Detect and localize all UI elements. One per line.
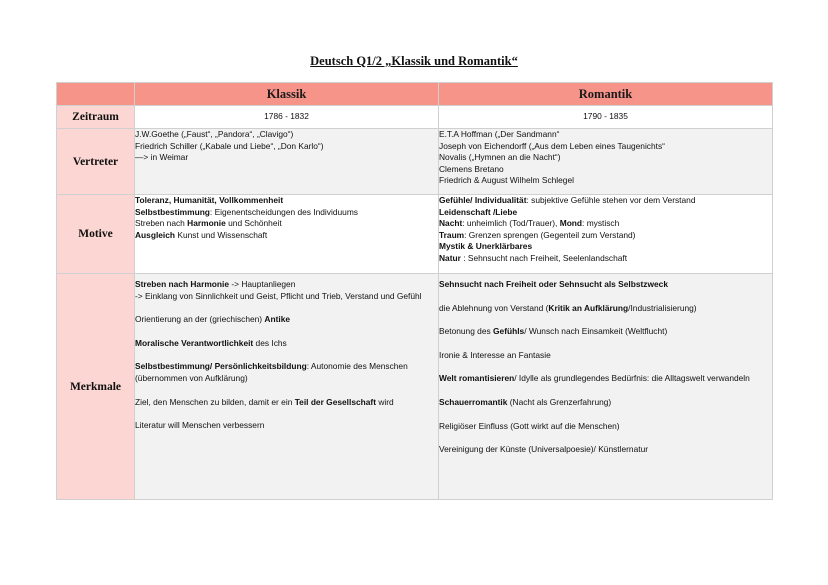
list-item: Vereinigung der Künste (Universalpoesie)/ Künstlernatur [439,444,649,455]
list-item: Orientierung an der (griechischen) Antike [135,314,291,325]
list-item: Ausgleich Kunst und Wissenschaft [135,229,268,240]
list-item: Novalis („Hymnen an die Nacht“) [439,152,561,163]
list-item: Ziel, den Menschen zu bilden, damit er ein Teil der Gesellschaft wird [135,396,394,407]
list-item: Moralische Verantwortlichkeit des Ichs [135,337,287,348]
vertreter-romantik [439,129,773,195]
row-motive [57,195,773,274]
vertreter-klassik [135,129,439,195]
motive-klassik [135,195,439,274]
list-item: Mystik & Unerklärbares [439,241,533,252]
list-item: Streben nach Harmonie und Schönheit [135,218,282,229]
list-item: Sehnsucht nach Freiheit oder Sehnsucht als Selbstzweck [439,279,668,289]
page-title: Deutsch Q1/2 „Klassik und Romantik“ [310,54,518,68]
merkmale-romantik [439,274,773,500]
row-label-merkmale: Merkmale [57,274,135,500]
list-item: E.T.A Hoffman („Der Sandmann“ [439,129,560,139]
list-item: Streben nach Harmonie -> Hauptanliegen -> Einklang von Sinnlichkeit und Geist, Pflicht und Trieb, Verstand und Gefühl [135,279,422,301]
list-item: Natur : Sehnsucht nach Freiheit, Seelenlandschaft [439,252,628,263]
list-item: Selbstbestimmung: Eigenentscheidungen des Individuums [135,206,358,217]
list-item: Clemens Bretano [439,163,504,174]
header-row [57,83,773,106]
list-item: J.W.Goethe („Faust“, „Pandora“, „Clavigo“) [135,129,294,139]
comparison-table [56,82,773,500]
row-label-zeitraum: Zeitraum [57,106,135,129]
list-item: —> in Weimar [135,152,189,163]
zeitraum-romantik: 1790 - 1835 [439,106,773,129]
list-item: Ironie & Interesse an Fantasie [439,349,551,360]
zeitraum-klassik: 1786 - 1832 [135,106,439,129]
row-label-motive: Motive [57,195,135,274]
list-item: Selbstbestimmung/ Persönlichkeitsbildung: Autonomie des Menschen (übernommen von Aufklärung) [135,361,408,383]
row-merkmale [57,274,773,500]
row-label-vertreter: Vertreter [57,129,135,195]
list-item: Nacht: unheimlich (Tod/Trauer), Mond: mystisch [439,218,620,229]
list-item: Betonung des Gefühls/ Wunsch nach Einsamkeit (Weltflucht) [439,326,668,337]
merkmale-klassik [135,274,439,500]
column-header-klassik: Klassik [135,83,439,106]
list-item: Religiöser Einfluss (Gott wirkt auf die Menschen) [439,420,620,431]
list-item: die Ablehnung von Verstand (Kritik an Aufklärung/Industrialisierung) [439,302,697,313]
list-item: Joseph von Eichendorff („Aus dem Leben eines Taugenichts“ [439,140,665,151]
row-zeitraum [57,106,773,129]
list-item: Friedrich Schiller („Kabale und Liebe“, „Don Karlo“) [135,140,324,151]
list-item: Gefühle/ Individualität: subjektive Gefühle stehen vor dem Verstand [439,195,696,205]
motive-romantik [439,195,773,274]
list-item: Schauerromantik (Nacht als Grenzerfahrung) [439,396,612,407]
list-item: Friedrich & August Wilhelm Schlegel [439,175,574,186]
column-header-romantik: Romantik [439,83,773,106]
list-item: Traum: Grenzen sprengen (Gegenteil zum Verstand) [439,229,636,240]
row-vertreter [57,129,773,195]
list-item: Literatur will Menschen verbessern [135,420,265,431]
list-item: Toleranz, Humanität, Vollkommenheit [135,195,284,205]
list-item: Leidenschaft /Liebe [439,206,518,217]
header-corner-cell [57,83,135,106]
list-item: Welt romantisieren/ Idylle als grundlegendes Bedürfnis: die Alltagswelt verwandeln [439,373,750,384]
